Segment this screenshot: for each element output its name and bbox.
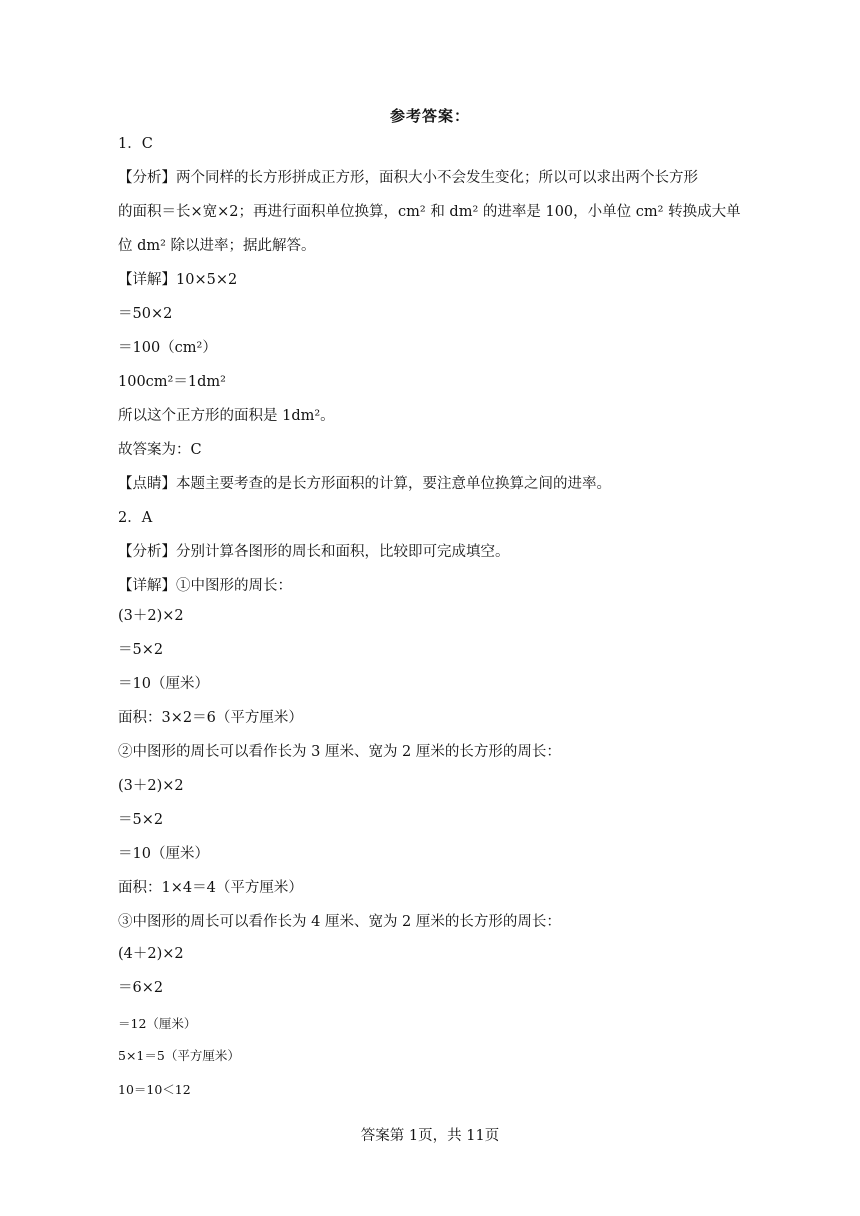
detail-2-line9: ＝10（厘米）: [118, 846, 209, 862]
detail-2-line16: 10＝10＜12: [118, 1082, 191, 1097]
detail-1-line4: 100cm²＝1dm²: [118, 374, 226, 390]
detail-2-line6: ②中图形的周长可以看作长为 3 厘米、宽为 2 厘米的长方形的周长：: [118, 744, 561, 760]
detail-1-line1: 【详解】10×5×2: [118, 272, 238, 288]
detail-2-line11: ③中图形的周长可以看作长为 4 厘米、宽为 2 厘米的长方形的周长：: [118, 914, 561, 930]
detail-2-line3: ＝5×2: [118, 642, 164, 658]
detail-2-line13: ＝6×2: [118, 980, 164, 996]
detail-2-line1: 【详解】①中图形的周长：: [118, 578, 292, 594]
detail-2-line12: (4＋2)×2: [118, 946, 184, 962]
detail-1-line5: 所以这个正方形的面积是 1dm²。: [118, 408, 335, 424]
comment-1: 【点睛】本题主要考查的是长方形面积的计算，要注意单位换算之间的进率。: [118, 476, 611, 492]
detail-2-line15: 5×1＝5（平方厘米）: [118, 1048, 240, 1063]
detail-2-line2: (3＋2)×2: [118, 608, 184, 624]
detail-2-line5: 面积：3×2＝6（平方厘米）: [118, 710, 303, 726]
analysis-1-line2: 的面积＝长×宽×2；再进行面积单位换算，cm² 和 dm² 的进率是 100，小单位 cm² 转换成大单: [118, 204, 741, 220]
detail-1-line3: ＝100（cm²）: [118, 340, 217, 356]
detail-2-line7: (3＋2)×2: [118, 778, 184, 794]
detail-2-line10: 面积：1×4＝4（平方厘米）: [118, 880, 303, 896]
answer-2: 2．A: [118, 510, 153, 526]
answer-title: 参考答案：: [389, 107, 470, 125]
conclusion-1: 故答案为：C: [118, 442, 202, 458]
analysis-1-line3: 位 dm² 除以进率；据此解答。: [118, 238, 316, 254]
analysis-1-line1: 【分析】两个同样的长方形拼成正方形，面积大小不会发生变化；所以可以求出两个长方形: [118, 170, 698, 186]
page-footer: 答案第 1页，共 11页: [360, 1128, 500, 1144]
answer-1: 1．C: [118, 136, 153, 152]
detail-1-line2: ＝50×2: [118, 306, 173, 322]
detail-2-line14: ＝12（厘米）: [118, 1016, 197, 1031]
analysis-2: 【分析】分别计算各图形的周长和面积，比较即可完成填空。: [118, 544, 510, 560]
detail-2-line4: ＝10（厘米）: [118, 676, 209, 692]
detail-2-line8: ＝5×2: [118, 812, 164, 828]
